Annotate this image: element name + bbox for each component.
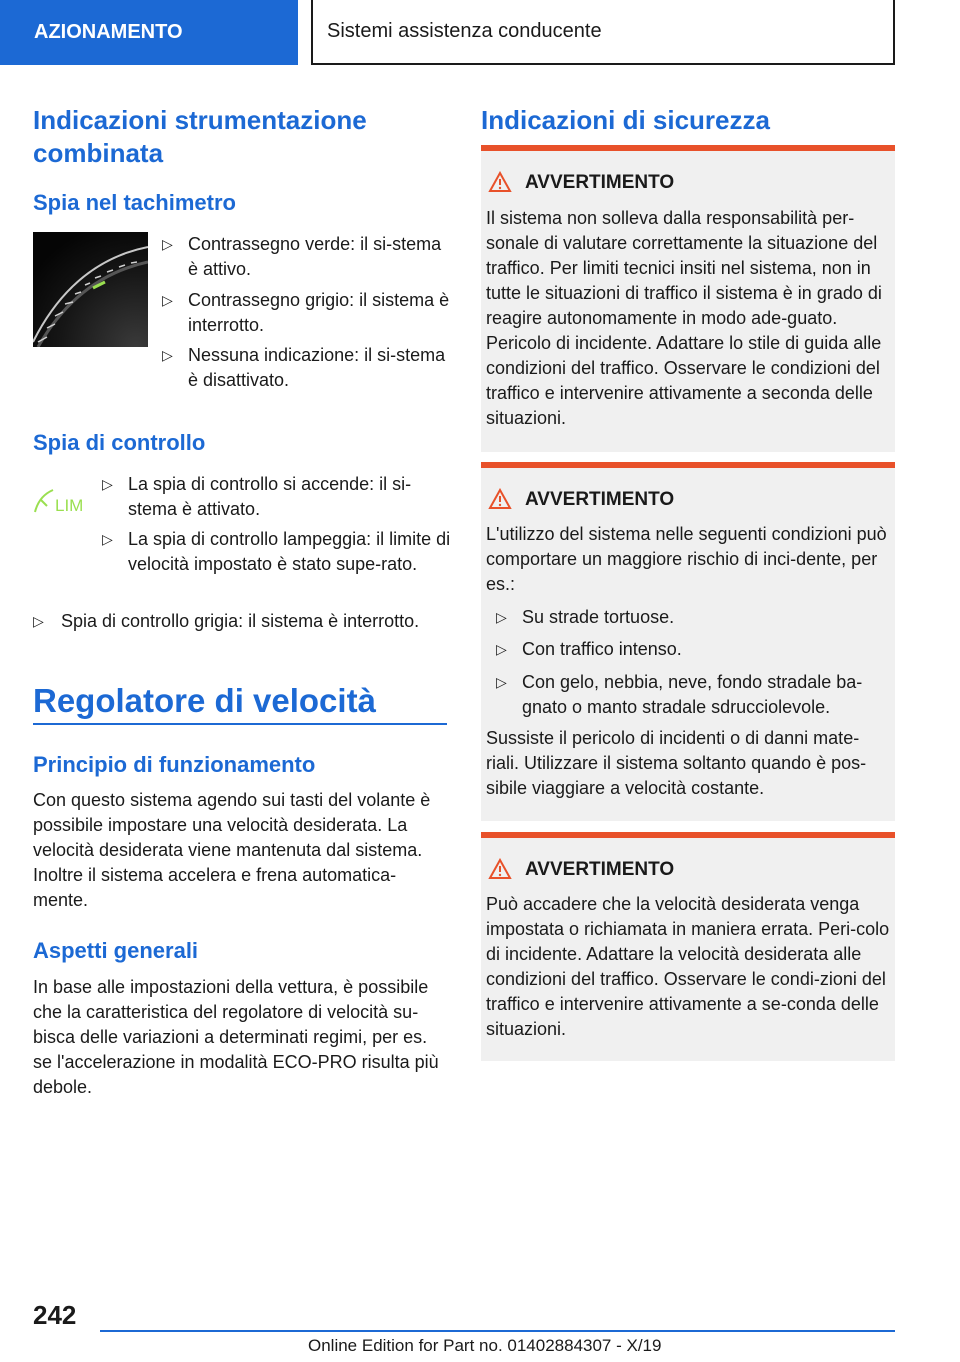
bullet-triangle-icon: ▷ <box>162 292 173 308</box>
chapter-title: Sistemi assistenza conducente <box>327 20 602 42</box>
list-item: ▷ La spia di controllo si accende: il si-stema è attivato. <box>102 474 412 519</box>
footer-divider <box>100 1330 895 1332</box>
warning-outro: Sussiste il pericolo di incidenti o di danni mate-riali. Utilizzare il sistema soltanto quando è pos-sibile viaggiare a velocità costante. <box>486 728 867 798</box>
list-item: ▷ Con traffico intenso. <box>496 637 888 662</box>
heading-sicurezza: Indicazioni di sicurezza <box>481 105 770 135</box>
chapter-tab <box>311 0 895 65</box>
warning-intro: L'utilizzo del sistema nelle seguenti condizioni può comportare un maggiore rischio di inci-dente, per es.: <box>486 524 887 594</box>
heading-spia-controllo: Spia di controllo <box>33 430 206 455</box>
list-item: ▷ Nessuna indicazione: il si-stema è disattivato. <box>162 345 446 390</box>
bullet-triangle-icon: ▷ <box>496 674 507 690</box>
warning-label: AVVERTIMENTO <box>525 859 675 880</box>
bullet-triangle-icon: ▷ <box>102 531 113 547</box>
heading-aspetti: Aspetti generali <box>33 938 199 963</box>
bullet-triangle-icon: ▷ <box>496 609 507 625</box>
aspetti-paragraph: In base alle impostazioni della vettura, è possibile che la caratteristica del regolatore di velocità su-bisca delle variazioni a determinati regimi, per es. se l'accelerazione in modalità ECO-PRO risulta più debole. <box>33 977 439 1097</box>
list-item: ▷ Contrassegno grigio: il sistema è interrotto. <box>162 290 450 335</box>
speedometer-image <box>33 232 148 347</box>
warning-text: Può accadere che la velocità desiderata venga impostata o richiamata in maniera errata. Peri-colo di incidente. Adattare la velocità desiderata alle condizioni del traffico. Osservare le condi-zioni del traffico e intervenire attivamente a se-conda delle situazioni. <box>486 894 890 1039</box>
heading-spia-tachimetro: Spia nel tachimetro <box>33 190 236 215</box>
divider <box>33 723 447 725</box>
list-item: ▷ Su strade tortuose. <box>496 605 888 630</box>
bullet-triangle-icon: ▷ <box>496 641 507 657</box>
list-item: ▷ La spia di controllo lampeggia: il limite di velocità impostato è stato supe-rato. <box>102 529 451 574</box>
warning-triangle-icon <box>488 488 512 515</box>
heading-principio: Principio di funzionamento <box>33 752 316 777</box>
bullet-triangle-icon: ▷ <box>102 476 113 492</box>
warning-text: Il sistema non solleva dalla responsabilità per-sonale di valutare correttamente la situazione del traffico. Per limiti tecnici insiti nel sistema, non in tutte le situazioni di traffico il sistema è in grado di reagire autonomamente in modo ade-guato. Pericolo di incidente. Adattare lo stile di guida alle condizioni del traffico. Osservare le condizioni del traffico e intervenire attivamente a seconda delle situazioni. <box>486 208 882 428</box>
section-title: AZIONAMENTO <box>34 21 183 43</box>
heading-indicazioni: Indicazioni strumentazione combinata <box>33 105 367 168</box>
bullet-triangle-icon: ▷ <box>162 347 173 363</box>
list-item: ▷ Con gelo, nebbia, neve, fondo stradale ba-gnato o manto stradale sdrucciolevole. <box>496 672 863 717</box>
page-number: 242 <box>33 1300 77 1330</box>
warning-triangle-icon <box>488 858 512 885</box>
principio-paragraph: Con questo sistema agendo sui tasti del volante è possibile impostare una velocità desiderata. La velocità desiderata viene mantenuta dal sistema. Inoltre il sistema accelera e frena automatica-mente. <box>33 790 431 910</box>
heading-regolatore: Regolatore di velocità <box>33 682 376 719</box>
lim-indicator-icon: LIM <box>33 486 88 516</box>
warning-label: AVVERTIMENTO <box>525 489 675 510</box>
edition-note: Online Edition for Part no. 01402884307 - X/19 <box>308 1336 662 1355</box>
warning-triangle-icon <box>488 171 512 198</box>
section-tab <box>0 0 298 65</box>
bullet-triangle-icon: ▷ <box>162 236 173 252</box>
list-item: ▷ Spia di controllo grigia: il sistema è interrotto. <box>33 609 453 634</box>
warning-label: AVVERTIMENTO <box>525 172 675 193</box>
list-item: ▷ Contrassegno verde: il si-stema è attivo. <box>162 234 442 279</box>
bullet-triangle-icon: ▷ <box>33 613 44 629</box>
